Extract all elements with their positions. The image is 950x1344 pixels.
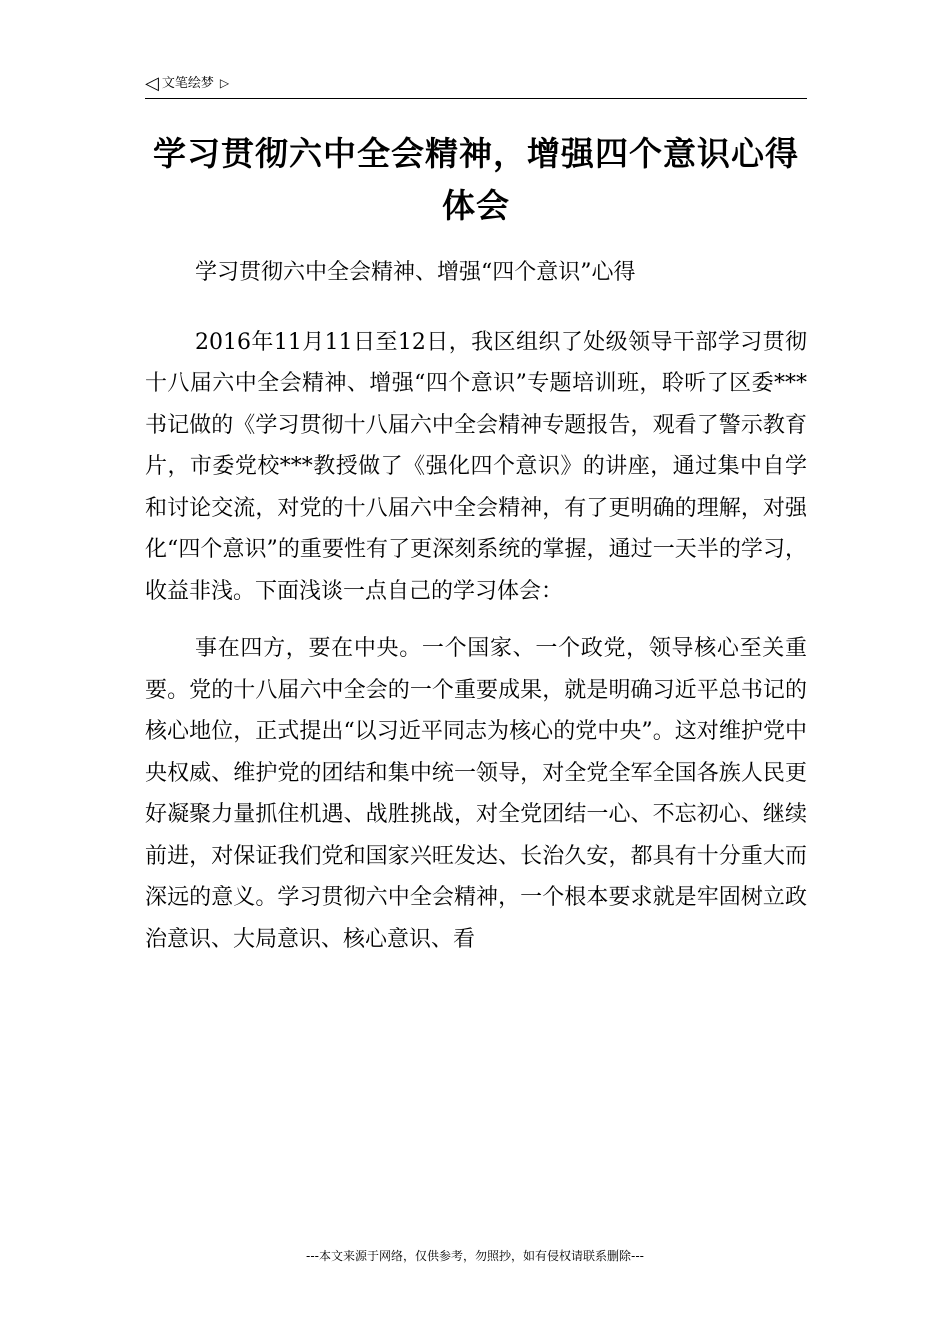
body-paragraph: 事在四方，要在中央。一个国家、一个政党，领导核心至关重要。党的十八届六中全会的一个重要成果，就是明确习近平总书记的核心地位，正式提出“以习近平同志为核心的党中央”。这对维护党中央权威、维护党的团结和集中统一领导，对全党全军全国各族人民更好凝聚力量抓住机遇、战胜挑战，对全党团结一心、不忘初心、继续前进，对保证我们党和国家兴旺发达、长治久安，都具有十分重大而深远的意义。学习贯彻六中全会精神，一个根本要求就是牢固树立政治意识、大局意识、核心意识、看 [145,636,807,952]
triangle-right-icon: ▷ [219,76,230,90]
page-header [145,74,807,99]
triangle-left-icon: ◁ [145,73,159,94]
header-brand: 文笔绘梦 [161,76,214,91]
page-footer-disclaimer: ---本文来源于网络，仅供参考，勿照抄，如有侵权请联系删除--- [306,1249,644,1263]
subtitle-paragraph: 学习贯彻六中全会精神、增强“四个意识”心得 [195,260,636,285]
body-paragraph: 2016年11月11日至12日，我区组织了处级领导干部学习贯彻十八届六中全会精神、增强“四个意识”专题培训班，聆听了区委***书记做的《学习贯彻十八届六中全会精神专题报告，观看了警示教育片，市委党校***教授做了《强化四个意识》的讲座，通过集中自学和讨论交流，对党的十八届六中全会精神，有了更明确的理解，对强化“四个意识”的重要性有了更深刻系统的掌握，通过一天半的学习，收益非浅。下面浅谈一点自己的学习体会： [145,329,807,604]
document-body [145,252,807,976]
document-title: 学习贯彻六中全会精神，增强四个意识心得体会 [153,134,799,225]
